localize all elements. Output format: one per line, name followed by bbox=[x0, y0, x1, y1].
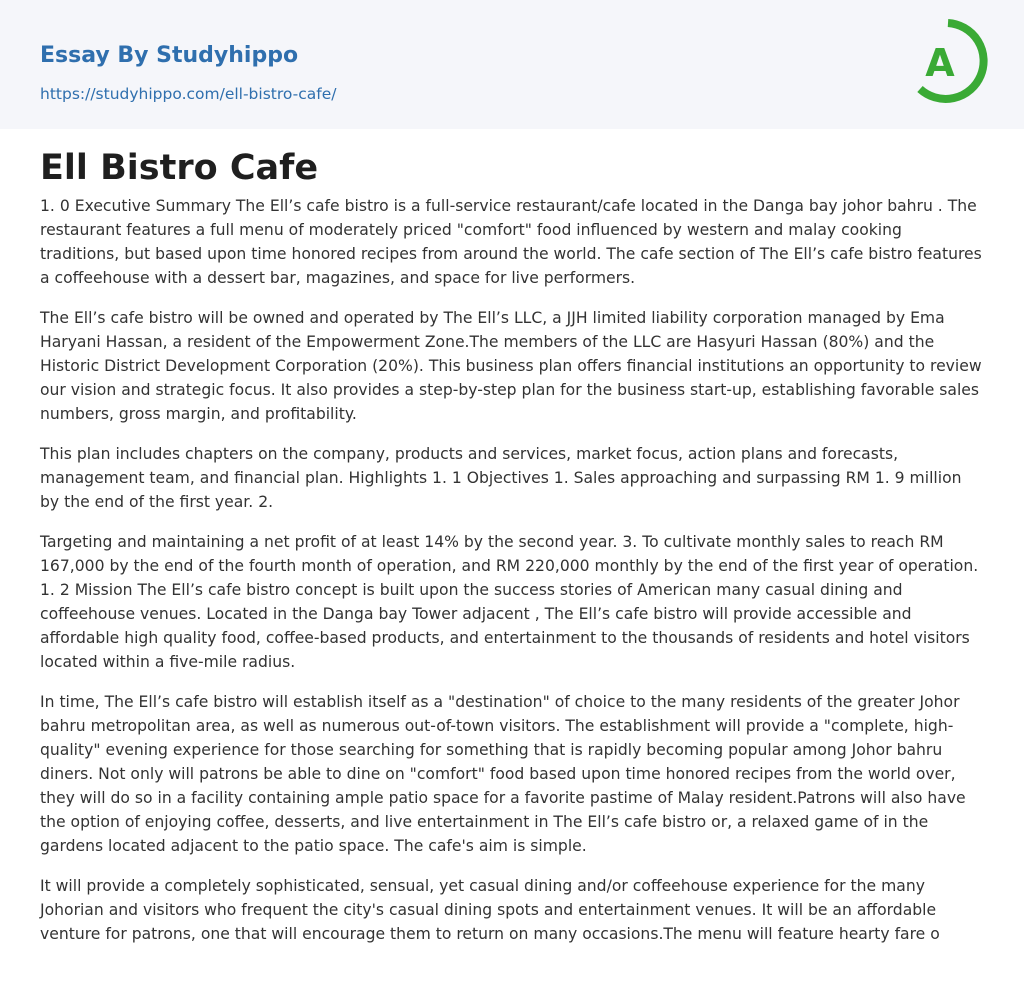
article-paragraph: 1. 0 Executive Summary The Ell’s cafe bistro is a full-service restaurant/cafe located in the Danga bay johor bahru . The restaurant features a full menu of moderately priced "comfort" food influenced by western and malay cooking traditions, but based upon time honored recipes from around the world. The cafe section of The Ell’s cafe bistro features a coffeehouse with a dessert bar, magazines, and space for live performers. bbox=[40, 197, 982, 287]
logo-letter: A bbox=[925, 41, 955, 85]
article-paragraph: In time, The Ell’s cafe bistro will establish itself as a "destination" of choice to the many residents of the greater Johor bahru metropolitan area, as well as numerous out-of-town visitors. The establishment will provide a "complete, high-quality" evening experience for those searching for something that is rapidly becoming popular among Johor bahru diners. Not only will patrons be able to dine on "comfort" food based upon time honored recipes from the world over, they will do so in a facility containing ample patio space for a favorite pastime of Malay resident.Patrons will also have the option of enjoying coffee, desserts, and live entertainment in The Ell’s cafe bistro or, a relaxed game of in the gardens located adjacent to the patio space. The cafe's aim is simple. bbox=[40, 693, 966, 855]
article-paragraph: The Ell’s cafe bistro will be owned and operated by The Ell’s LLC, a JJH limited liability corporation managed by Ema Haryani Hassan, a resident of the Empowerment Zone.The members of the LLC are Hasyuri Hassan (80%) and the Historic District Development Corporation (20%). This business plan offers financial institutions an opportunity to review our vision and strategic focus. It also provides a step-by-step plan for the business start-up, establishing favorable sales numbers, gross margin, and profitability. bbox=[40, 309, 982, 423]
article-paragraph: Targeting and maintaining a net profit of at least 14% by the second year. 3. To cultivate monthly sales to reach RM 167,000 by the end of the fourth month of operation, and RM 220,000 monthly by the end of the first year of operation. 1. 2 Mission The Ell’s cafe bistro concept is built upon the success stories of American many casual dining and coffeehouse venues. Located in the Danga bay Tower adjacent , The Ell’s cafe bistro will provide accessible and affordable high quality food, coffee-based products, and entertainment to the thousands of residents and hotel visitors located within a five-mile radius. bbox=[40, 533, 979, 671]
source-url-link[interactable]: https://studyhippo.com/ell-bistro-cafe/ bbox=[40, 85, 337, 103]
article-paragraph: It will provide a completely sophisticated, sensual, yet casual dining and/or coffeehouse experience for the many Johorian and visitors who frequent the city's casual dining spots and entertainment venues. It will be an affordable venture for patrons, one that will encourage them to return on many occasions.The menu will feature hearty fare o bbox=[40, 877, 940, 943]
article-paragraph: This plan includes chapters on the company, products and services, market focus, action plans and forecasts, management team, and financial plan. Highlights 1. 1 Objectives 1. Sales approaching and surpassing RM 1. 9 million by the end of the first year. 2. bbox=[40, 445, 962, 511]
studyhippo-logo-icon[interactable] bbox=[908, 17, 988, 107]
site-brand[interactable]: Essay By Studyhippo bbox=[40, 43, 299, 68]
article-body bbox=[40, 194, 985, 962]
article-title: Ell Bistro Cafe bbox=[40, 148, 319, 188]
bottom-cutoff bbox=[0, 960, 1024, 1003]
